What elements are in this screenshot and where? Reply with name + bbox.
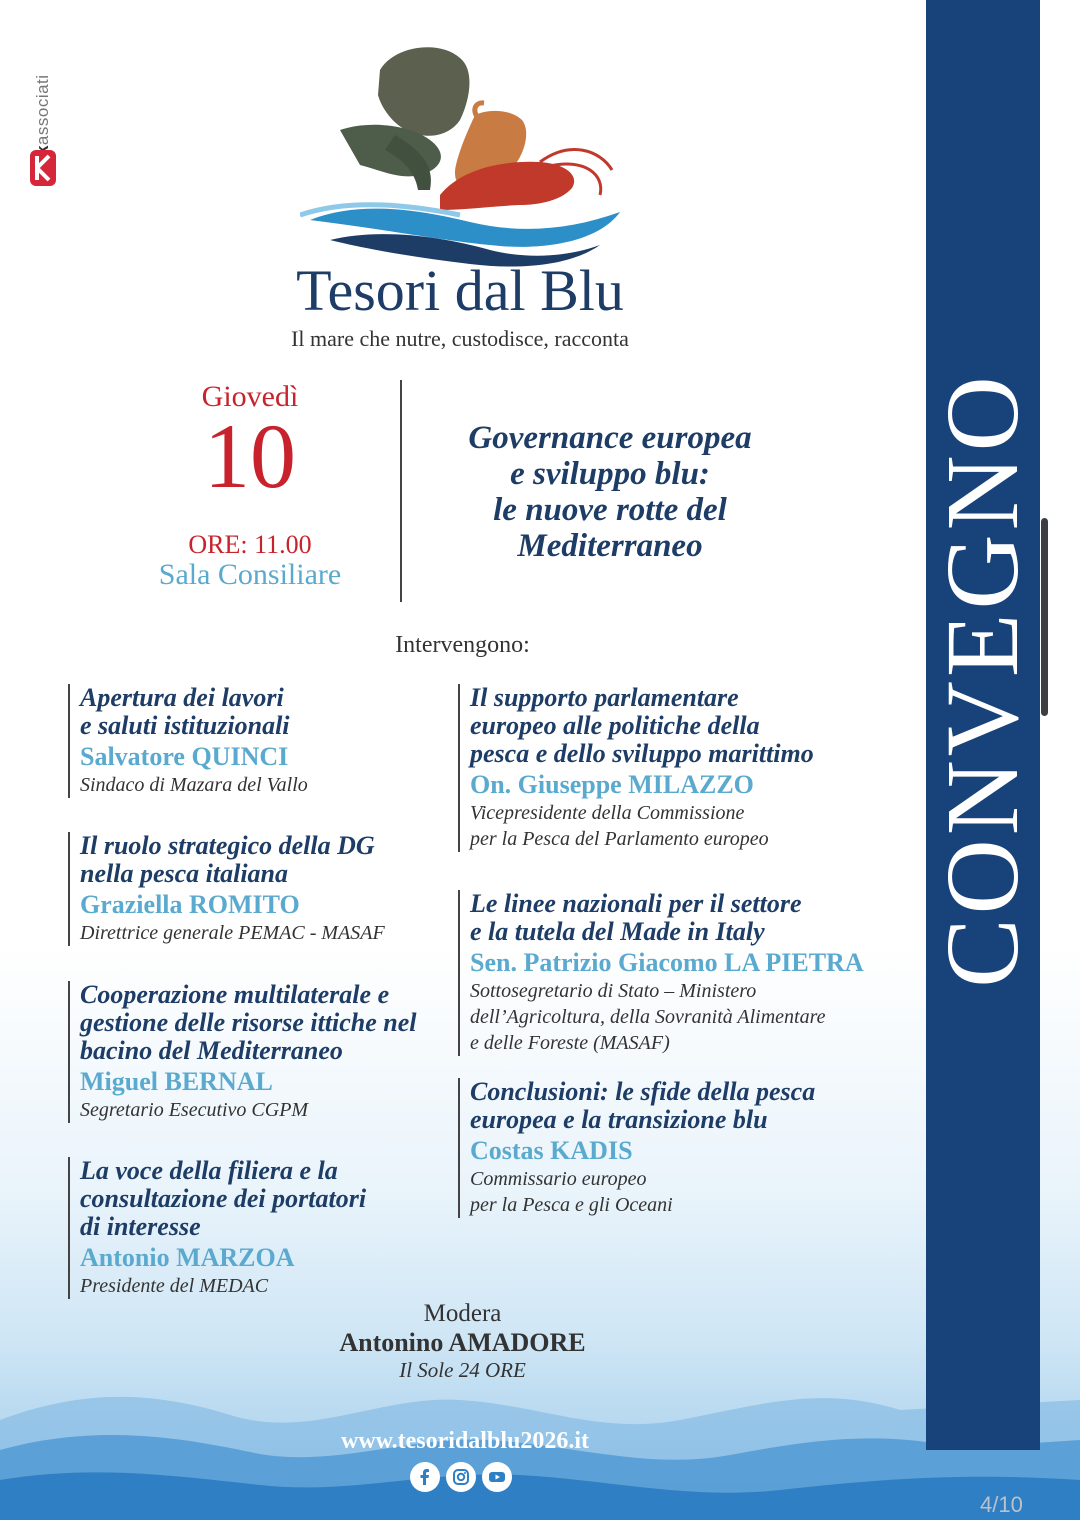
- speaker-topic: [80, 981, 440, 1065]
- speaker-topic: [80, 1157, 440, 1241]
- topic-line: europea e la transizione blu: [470, 1105, 768, 1134]
- speaker-name: Salvatore QUINCI: [80, 742, 289, 771]
- instagram-icon[interactable]: [446, 1462, 476, 1492]
- speaker-block: [68, 981, 440, 1123]
- event-title: Tesori dal Blu: [296, 258, 624, 323]
- role-line: dell’Agricoltura, della Sovranità Alimentare: [470, 1006, 826, 1028]
- speaker-role: [470, 800, 890, 852]
- topic-line: gestione delle risorse ittiche nel: [80, 1008, 417, 1037]
- conference-title-line: Governance europea: [468, 420, 752, 456]
- topic-line: pesca e dello sviluppo marittimo: [470, 739, 814, 768]
- band-label: CONVEGNO: [925, 372, 1040, 988]
- topic-line: bacino del Mediterraneo: [80, 1036, 343, 1065]
- speaker-role: [470, 1166, 890, 1218]
- speakers-heading: Intervengono:: [395, 632, 530, 658]
- speaker-name: Sen. Patrizio Giacomo LA PIETRA: [470, 948, 864, 977]
- role-line: per la Pesca e gli Oceani: [470, 1194, 673, 1216]
- speaker-name: Graziella ROMITO: [80, 890, 300, 919]
- speaker-role: [470, 978, 890, 1056]
- moderator-name: Antonino AMADORE: [339, 1328, 586, 1357]
- speaker-block: [458, 1078, 890, 1218]
- role-line: Vicepresidente della Commissione: [470, 802, 745, 824]
- speaker-block: [68, 832, 440, 946]
- moderator-label: Modera: [423, 1300, 502, 1327]
- topic-line: La voce della filiera e la: [80, 1156, 338, 1185]
- role-line: Commissario europeo: [470, 1168, 647, 1190]
- topic-line: e saluti istituzionali: [80, 711, 290, 740]
- conference-title-line: e sviluppo blu:: [510, 456, 710, 492]
- speaker-role: Presidente del MEDAC: [80, 1275, 269, 1297]
- facebook-icon[interactable]: [410, 1462, 440, 1492]
- topic-line: Cooperazione multilaterale e: [80, 980, 390, 1009]
- event-website-link[interactable]: www.tesoridalblu2026.it: [340, 1428, 589, 1454]
- social-links: [410, 1462, 516, 1494]
- convegno-band: [926, 0, 1040, 1450]
- speaker-name: On. Giuseppe MILAZZO: [470, 770, 754, 799]
- vertical-divider: [400, 380, 402, 602]
- topic-line: europeo alle politiche della: [470, 711, 760, 740]
- youtube-icon[interactable]: [482, 1462, 512, 1492]
- topic-line: Le linee nazionali per il settore: [470, 889, 802, 918]
- speaker-topic: [80, 832, 440, 888]
- speaker-role: Direttrice generale PEMAC - MASAF: [80, 922, 385, 944]
- topic-line: consultazione dei portatori: [80, 1184, 367, 1213]
- speaker-topic: [470, 684, 890, 768]
- role-line: e delle Foreste (MASAF): [470, 1032, 670, 1054]
- page-counter: 4/10: [980, 1492, 1023, 1517]
- speaker-block: [68, 1157, 440, 1299]
- topic-line: Apertura dei lavori: [80, 683, 284, 712]
- scrollbar-thumb[interactable]: [1041, 518, 1048, 716]
- topic-line: Il supporto parlamentare: [470, 683, 739, 712]
- speaker-name: Miguel BERNAL: [80, 1067, 273, 1096]
- speaker-role: Sindaco di Mazara del Vallo: [80, 774, 308, 796]
- speaker-block: [458, 890, 890, 1056]
- speaker-name: Costas KADIS: [470, 1136, 633, 1165]
- speaker-topic: [80, 684, 440, 740]
- brand-label: associati: [33, 74, 52, 146]
- role-line: Sottosegretario di Stato – Ministero: [470, 980, 757, 1002]
- day-number: 10: [204, 405, 296, 507]
- topic-line: Conclusioni: le sfide della pesca: [470, 1077, 816, 1106]
- speaker-block: [68, 684, 440, 798]
- speaker-topic: [470, 1078, 890, 1134]
- speaker-role: Segretario Esecutivo CGPM: [80, 1099, 309, 1121]
- speaker-topic: [470, 890, 890, 946]
- topic-line: e la tutela del Made in Italy: [470, 917, 765, 946]
- topic-line: nella pesca italiana: [80, 859, 288, 888]
- conference-title-line: le nuove rotte del: [493, 492, 727, 528]
- conference-title-line: Mediterraneo: [517, 528, 703, 564]
- moderator-org: Il Sole 24 ORE: [399, 1358, 526, 1382]
- tesori-dal-blu-logo: [300, 40, 630, 270]
- topic-line: Il ruolo strategico della DG: [80, 831, 375, 860]
- ck-logo-icon: [28, 148, 58, 188]
- event-time: ORE: 11.00: [188, 530, 312, 559]
- event-venue: Sala Consiliare: [158, 558, 342, 591]
- event-tagline: Il mare che nutre, custodisce, racconta: [291, 326, 629, 351]
- topic-line: di interesse: [80, 1212, 201, 1241]
- day-name: Giovedì: [201, 380, 299, 413]
- conference-title: [420, 420, 800, 564]
- role-line: per la Pesca del Parlamento europeo: [470, 828, 769, 850]
- brand-mark: [28, 40, 58, 190]
- speaker-name: Antonio MARZOA: [80, 1243, 295, 1272]
- speaker-block: [458, 684, 890, 852]
